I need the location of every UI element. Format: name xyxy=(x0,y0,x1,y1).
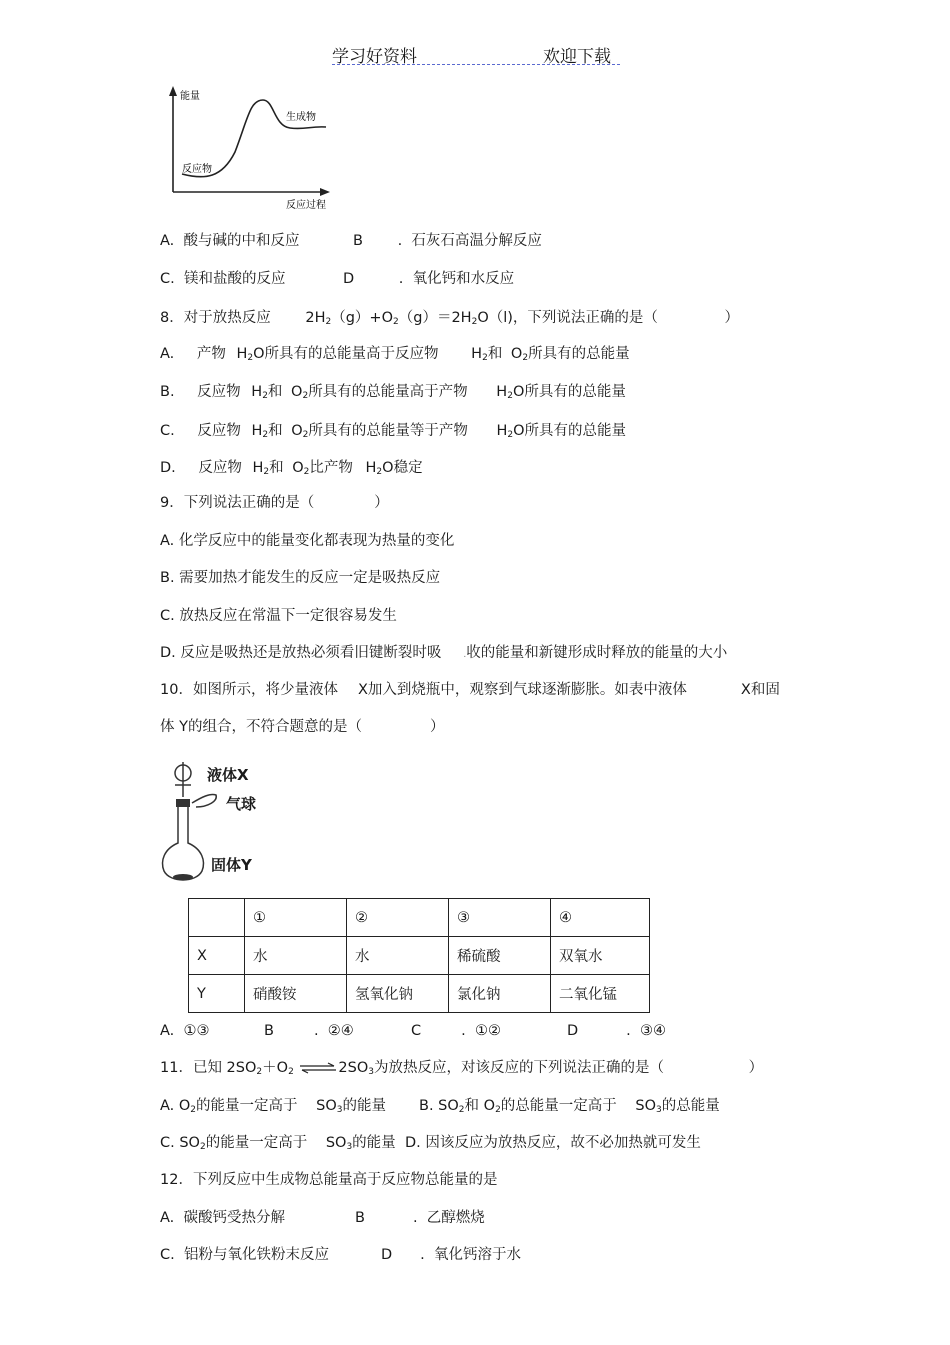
x-axis-arrow xyxy=(320,188,330,196)
q10-option-b[interactable]: B . ②④ xyxy=(264,1023,354,1039)
q10-table xyxy=(188,898,650,1013)
solid-y-pile xyxy=(173,874,193,880)
q12-option-d[interactable]: D . 氧化钙溶于水 xyxy=(381,1247,521,1263)
balloon-label: 气球 xyxy=(226,795,257,813)
q10-option-d[interactable]: D . ③④ xyxy=(567,1023,666,1039)
q9-option-c[interactable]: C. 放热反应在常温下一定很容易发生 xyxy=(160,608,397,624)
header-left: 学习好资料 xyxy=(332,47,417,67)
q8-option-c[interactable]: C. 反应物 $H_2$和 $O_2$所具有的总能量等于产物 $H_2O$所具有的总能量 xyxy=(160,423,627,440)
header-right: 欢迎下载 xyxy=(543,47,611,67)
reversible-arrow-icon xyxy=(298,1062,338,1074)
y-axis-arrow xyxy=(169,86,177,96)
header-underline xyxy=(332,64,620,65)
solid-y-label: 固体Y xyxy=(211,856,252,874)
q8-option-a[interactable]: A. 产物 $H_2O$所具有的总能量高于反应物 $H_2$和 $O_2$所具有的总能量 xyxy=(160,346,630,363)
q12-stem: 12．下列反应中生成物总能量高于反应物总能量的是 xyxy=(160,1172,498,1188)
table-row: Y 硝酸铵 氢氧化钠 氯化钠 二氧化锰 xyxy=(189,975,650,1013)
q9-option-d[interactable]: D. 反应是吸热还是放热必须看旧键断裂时吸 .收的能量和新键形成时释放的能量的大小 xyxy=(160,645,728,661)
table-row: ① ② ③ ④ xyxy=(189,899,650,937)
balloon-shape xyxy=(192,794,216,807)
product-label: 生成物 xyxy=(286,112,316,123)
q10-stem-line1: 10．如图所示，将少量液体 X加入到烧瓶中，观察到气球逐渐膨胀。如表中液体 X和固 xyxy=(160,682,780,698)
q9-option-a[interactable]: A. 化学反应中的能量变化都表现为热量的变化 xyxy=(160,533,455,549)
q12-option-b[interactable]: B . 乙醇燃烧 xyxy=(355,1210,485,1226)
table-row: X 水 水 稀硫酸 双氧水 xyxy=(189,937,650,975)
q12-option-c[interactable]: C. 铝粉与氧化铁粉末反应 xyxy=(160,1247,329,1263)
q8-option-d[interactable]: D. 反应物 $H_2$和 $O_2$比产物 $H_2O$稳定 xyxy=(160,460,423,477)
y-axis-label: 能量 xyxy=(180,91,200,102)
q7-option-b[interactable]: B . 石灰石高温分解反应 xyxy=(353,233,542,249)
q7-option-a[interactable]: A. 酸与碱的中和反应 xyxy=(160,233,300,249)
q12-option-a[interactable]: A. 碳酸钙受热分解 xyxy=(160,1210,285,1226)
q10-option-c[interactable]: C . ①② xyxy=(411,1023,501,1039)
q9-option-b[interactable]: B. 需要加热才能发生的反应一定是吸热反应 xyxy=(160,570,441,586)
q7-option-c[interactable]: C. 镁和盐酸的反应 xyxy=(160,271,286,287)
flask-body xyxy=(163,807,204,880)
energy-diagram xyxy=(160,84,340,212)
q7-option-d[interactable]: D . 氧化钙和水反应 xyxy=(343,271,515,287)
x-axis-label: 反应过程 xyxy=(286,200,326,211)
flask-stopper xyxy=(176,799,190,807)
q9-stem: 9．下列说法正确的是（ ） xyxy=(160,495,389,511)
q11-option-d[interactable]: D. 因该反应为放热反应，故不必加热就可发生 xyxy=(405,1135,701,1151)
q11-option-b[interactable]: B. $SO_2$和 $O_2$的总能量一定高于 $SO_3$的总能量 xyxy=(419,1098,720,1115)
q10-stem-line2: 体 Y的组合，不符合题意的是（ ） xyxy=(160,719,445,735)
q11-stem: 11．已知 $2SO_2+O_2$ $2SO_3$为放热反应，对该反应的下列说法正确的是（ ） xyxy=(160,1060,764,1077)
reactant-label: 反应物 xyxy=(182,164,212,175)
q8-stem: 8．对于放热反应 $2H_2(g)+O_2(g)=2H_2O(l)$，下列说法正确的是（ ） xyxy=(160,310,740,327)
q11-option-a[interactable]: A. $O_2$的能量一定高于 $SO_3$的能量 xyxy=(160,1098,386,1115)
q10-option-a[interactable]: A. ①③ xyxy=(160,1023,210,1039)
liquid-x-label: 液体X xyxy=(207,766,249,784)
q11-option-c[interactable]: C. $SO_2$的能量一定高于 $SO_3$的能量 xyxy=(160,1135,396,1152)
q8-option-b[interactable]: B. 反应物 $H_2$和 $O_2$所具有的总能量高于产物 $H_2O$所具有的总能量 xyxy=(160,384,626,401)
